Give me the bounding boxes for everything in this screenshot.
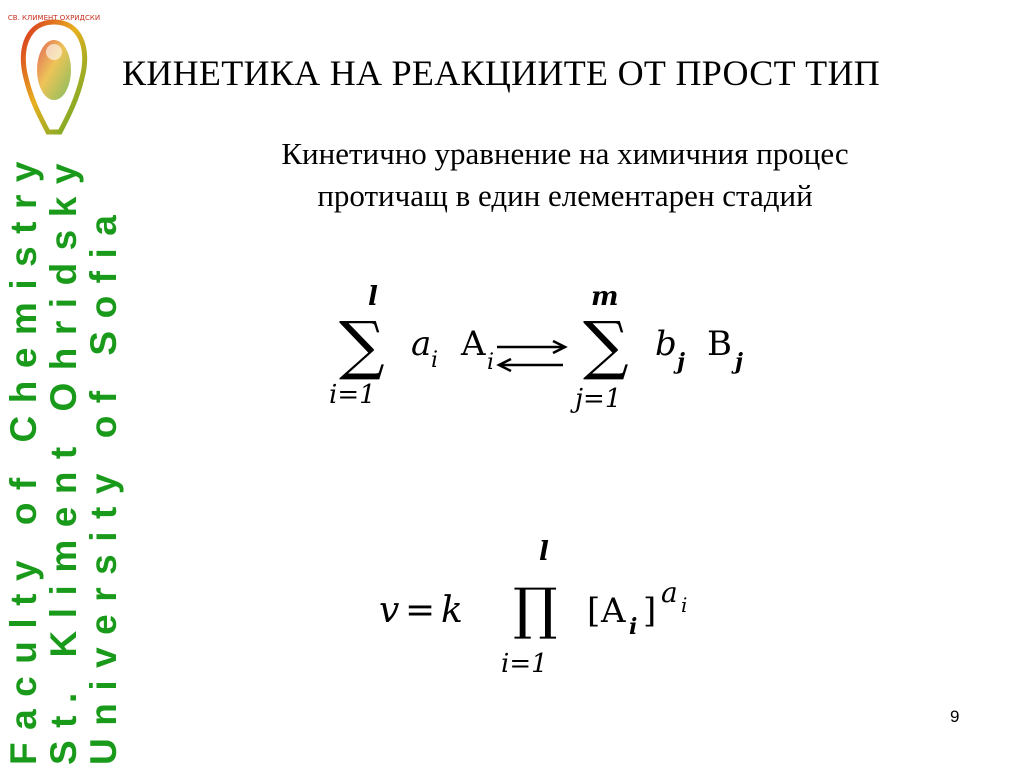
coef-right-sub: j: [677, 349, 685, 375]
exponent-sub: i: [681, 593, 688, 617]
bracket-open: [: [587, 591, 601, 631]
sidebar-line-faculty: Faculty of Chemistry: [3, 149, 44, 765]
subtitle: [150, 133, 980, 217]
reaction-equation: [325, 275, 785, 425]
sum-right-symbol: ∑: [583, 309, 629, 383]
species-left: A: [461, 324, 486, 364]
rate-symbol: v: [379, 590, 400, 631]
sum-right-upper: m: [591, 282, 619, 312]
subtitle-line-1: Кинетично уравнение на химичния процес: [281, 136, 849, 171]
rate-constant: k: [441, 590, 463, 631]
species-right-sub: j: [735, 349, 743, 375]
svg-text:СВ. КЛИМЕНТ ОХРИДСКИ: СВ. КЛИМЕНТ ОХРИДСКИ: [8, 14, 100, 22]
equals-sign: =: [405, 590, 436, 631]
rate-equation: [375, 530, 735, 680]
species-left-sub: i: [487, 350, 495, 375]
sum-left-symbol: ∑: [339, 309, 385, 383]
equilibrium-arrow-icon: [497, 341, 565, 371]
sidebar-line-name: St. Kliment Ohridsky: [43, 151, 84, 765]
prod-upper: l: [539, 537, 549, 567]
coef-right: b: [655, 324, 677, 364]
coef-left: a: [411, 324, 432, 364]
subtitle-line-2: протичащ в един елементарен стадий: [317, 178, 813, 213]
product-symbol: ∏: [513, 577, 558, 642]
sidebar-line-university: University of Sofia: [83, 202, 124, 765]
sum-right-lower: j=1: [575, 384, 622, 414]
bracket-close: ]: [643, 591, 657, 631]
university-seal-icon: [8, 8, 100, 138]
coef-left-sub: i: [431, 348, 439, 373]
page-number: 9: [950, 707, 960, 726]
exponent: a: [661, 576, 678, 609]
sum-left-lower: i=1: [329, 380, 376, 410]
page-title: КИНЕТИКА НА РЕАКЦИИТЕ ОТ ПРОСТ ТИП: [122, 53, 881, 93]
species: A: [601, 591, 626, 631]
species-right: B: [707, 324, 732, 364]
sum-left-upper: l: [368, 282, 378, 312]
species-sub: i: [629, 614, 638, 640]
prod-lower: i=1: [501, 649, 548, 679]
